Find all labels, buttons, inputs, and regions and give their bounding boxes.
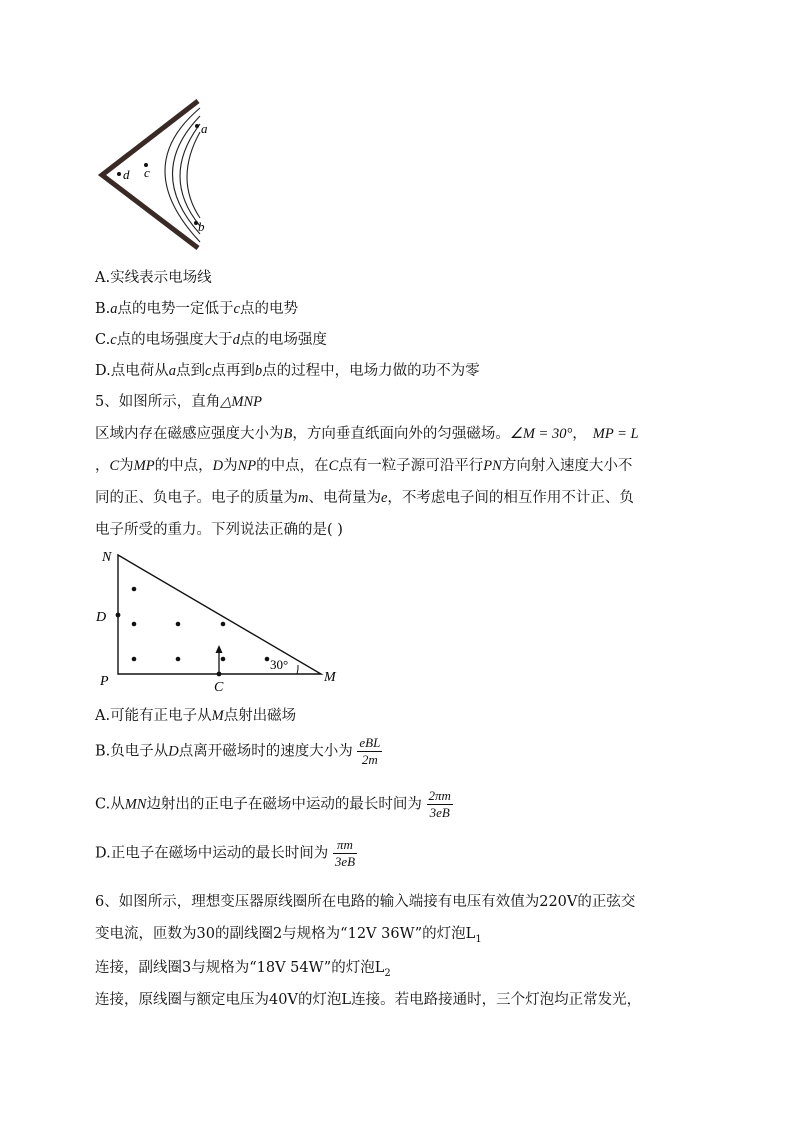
angle-arc [297, 665, 298, 674]
q5-option-c: C.从MN边射出的正电子在磁场中运动的最长时间为 $\frac{2\pi m}{3eB}$ [95, 788, 451, 820]
label-c: C [214, 680, 224, 695]
q6-line4: 连接，原线圈与额定电压为40V的灯泡L连接。若电路接通时，三个灯泡均正常发光， [95, 992, 642, 1008]
q4-option-c: C.c点的电场强度大于d点的电场强度 [95, 332, 327, 348]
velocity-arrowhead [216, 645, 223, 653]
fraction-pim-3eb: $\frac{\pi m}{3eB}$ [334, 837, 356, 869]
point-d-marker [116, 613, 121, 618]
field-dot [132, 657, 137, 662]
field-lines-figure [90, 95, 220, 255]
fraction-ebl-2m: $\frac{\text{eBL}}{2m}$ [359, 735, 381, 767]
field-line-4 [187, 132, 200, 218]
q5-line4: 电子所受的重力。下列说法正确的是( ) [95, 522, 343, 538]
point-a-label: a [201, 121, 208, 136]
q5-title: 5、如图所示，直角△MNP [95, 394, 262, 410]
field-dot [176, 657, 181, 662]
v-conductor [102, 101, 198, 248]
label-d: D [96, 610, 107, 625]
field-dot [132, 587, 137, 592]
q5-line3: 同的正、负电子。电子的质量为m、电荷量为e，不考虑电子间的相互作用不计正、负 [95, 490, 634, 506]
label-m: M [324, 670, 336, 685]
triangle-field-figure [92, 545, 352, 695]
q5-line2: ，C为MP的中点，D为NP的中点，在C点有一粒子源可沿平行PN方向射入速度大小不 [95, 458, 633, 474]
field-dot [221, 622, 226, 627]
q4-option-a: A.实线表示电场线 [95, 270, 212, 286]
point-d-label: d [123, 167, 130, 182]
point-a-dot [195, 124, 199, 128]
point-d-dot [117, 172, 121, 176]
field-dot [176, 622, 181, 627]
point-c-label: c [144, 165, 150, 180]
point-b-label: b [198, 219, 205, 234]
q6-line3: 连接，副线圈3与规格为“18V 54W”的灯泡$L_2$ [95, 960, 391, 979]
field-dot [265, 657, 270, 662]
q5-option-a: A.可能有正电子从M点射出磁场 [95, 708, 297, 724]
label-n: N [102, 550, 112, 565]
q5-line1: 区域内存在磁感应强度大小为B，方向垂直纸面向外的匀强磁场。∠M = 30°， MP = L [95, 426, 639, 442]
field-dot [132, 622, 137, 627]
label-p: P [100, 674, 109, 689]
q5-option-d: D.正电子在磁场中运动的最长时间为 $\frac{\pi m}{3eB}$ [95, 837, 356, 869]
field-dot [221, 657, 226, 662]
q5-option-b: B.负电子从D点离开磁场时的速度大小为 $\frac{\text{eBL}}{2m}$ [95, 735, 381, 767]
q4-option-d: D.点电荷从a点到c点再到b点的过程中，电场力做的功不为零 [95, 363, 480, 379]
q4-option-b: B.a点的电势一定低于c点的电势 [95, 301, 298, 317]
q6-line2: 变电流，匝数为30的副线圈2与规格为“12V 36W”的灯泡$L_1$ [95, 926, 482, 945]
fraction-2pim-3eb: $\frac{2\pi m}{3eB}$ [428, 788, 451, 820]
q6-line1: 6、如图所示，理想变压器原线圈所在电路的输入端接有电压有效值为220V的正弦交 [95, 894, 636, 910]
angle-label: 30° [270, 657, 289, 672]
